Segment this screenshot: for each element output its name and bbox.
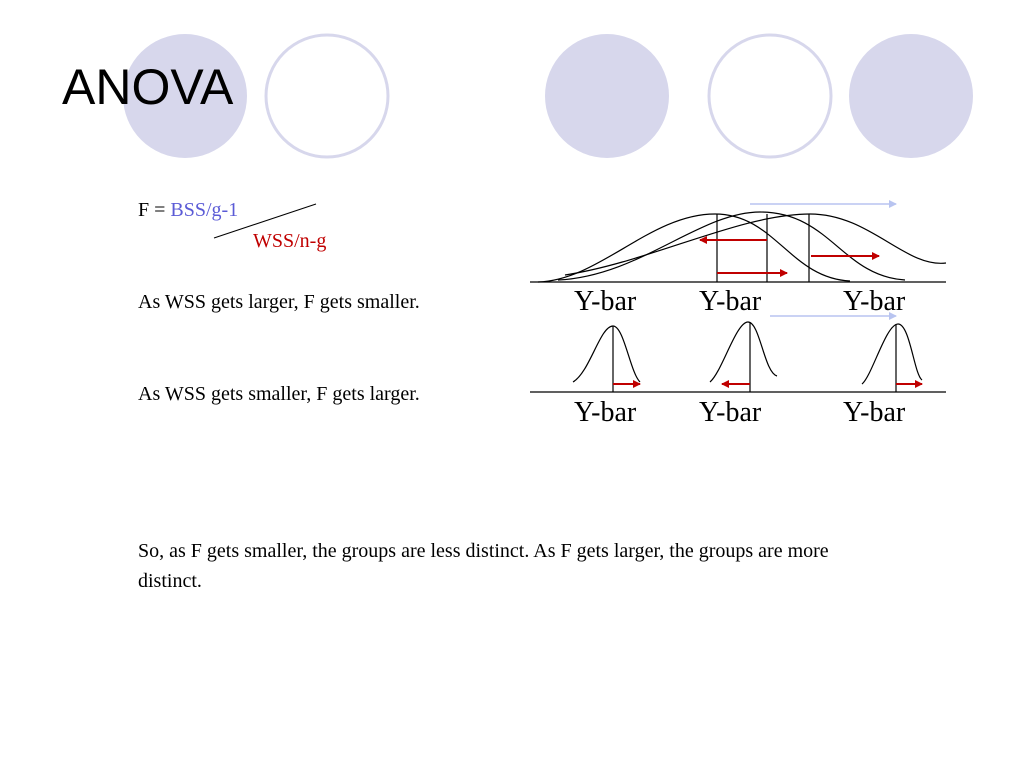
wide-label-3: Y-bar <box>843 286 906 317</box>
narrow-curve-1 <box>573 326 640 382</box>
wide-label-2: Y-bar <box>699 286 762 317</box>
formula-prefix: F = <box>138 199 171 221</box>
narrow-label-3: Y-bar <box>843 397 906 428</box>
wide-label-1: Y-bar <box>574 286 637 317</box>
slide-title: ANOVA <box>62 59 234 115</box>
narrow-curve-2 <box>710 322 777 382</box>
statement-wss-larger: As WSS gets larger, F gets smaller. <box>138 291 420 313</box>
wide-curve-2 <box>558 212 905 280</box>
formula-numerator: BSS/g-1 <box>170 199 239 221</box>
formula-denominator: WSS/n-g <box>253 230 327 252</box>
narrow-label-2: Y-bar <box>699 397 762 428</box>
narrow-label-1: Y-bar <box>574 397 637 428</box>
formula-division-line <box>214 204 316 238</box>
statement-wss-smaller: As WSS gets smaller, F gets larger. <box>138 383 420 405</box>
conclusion-text: So, as F gets smaller, the groups are less distinct. As F gets larger, the groups are more distinct. <box>138 540 829 592</box>
narrow-curve-3 <box>862 324 922 384</box>
